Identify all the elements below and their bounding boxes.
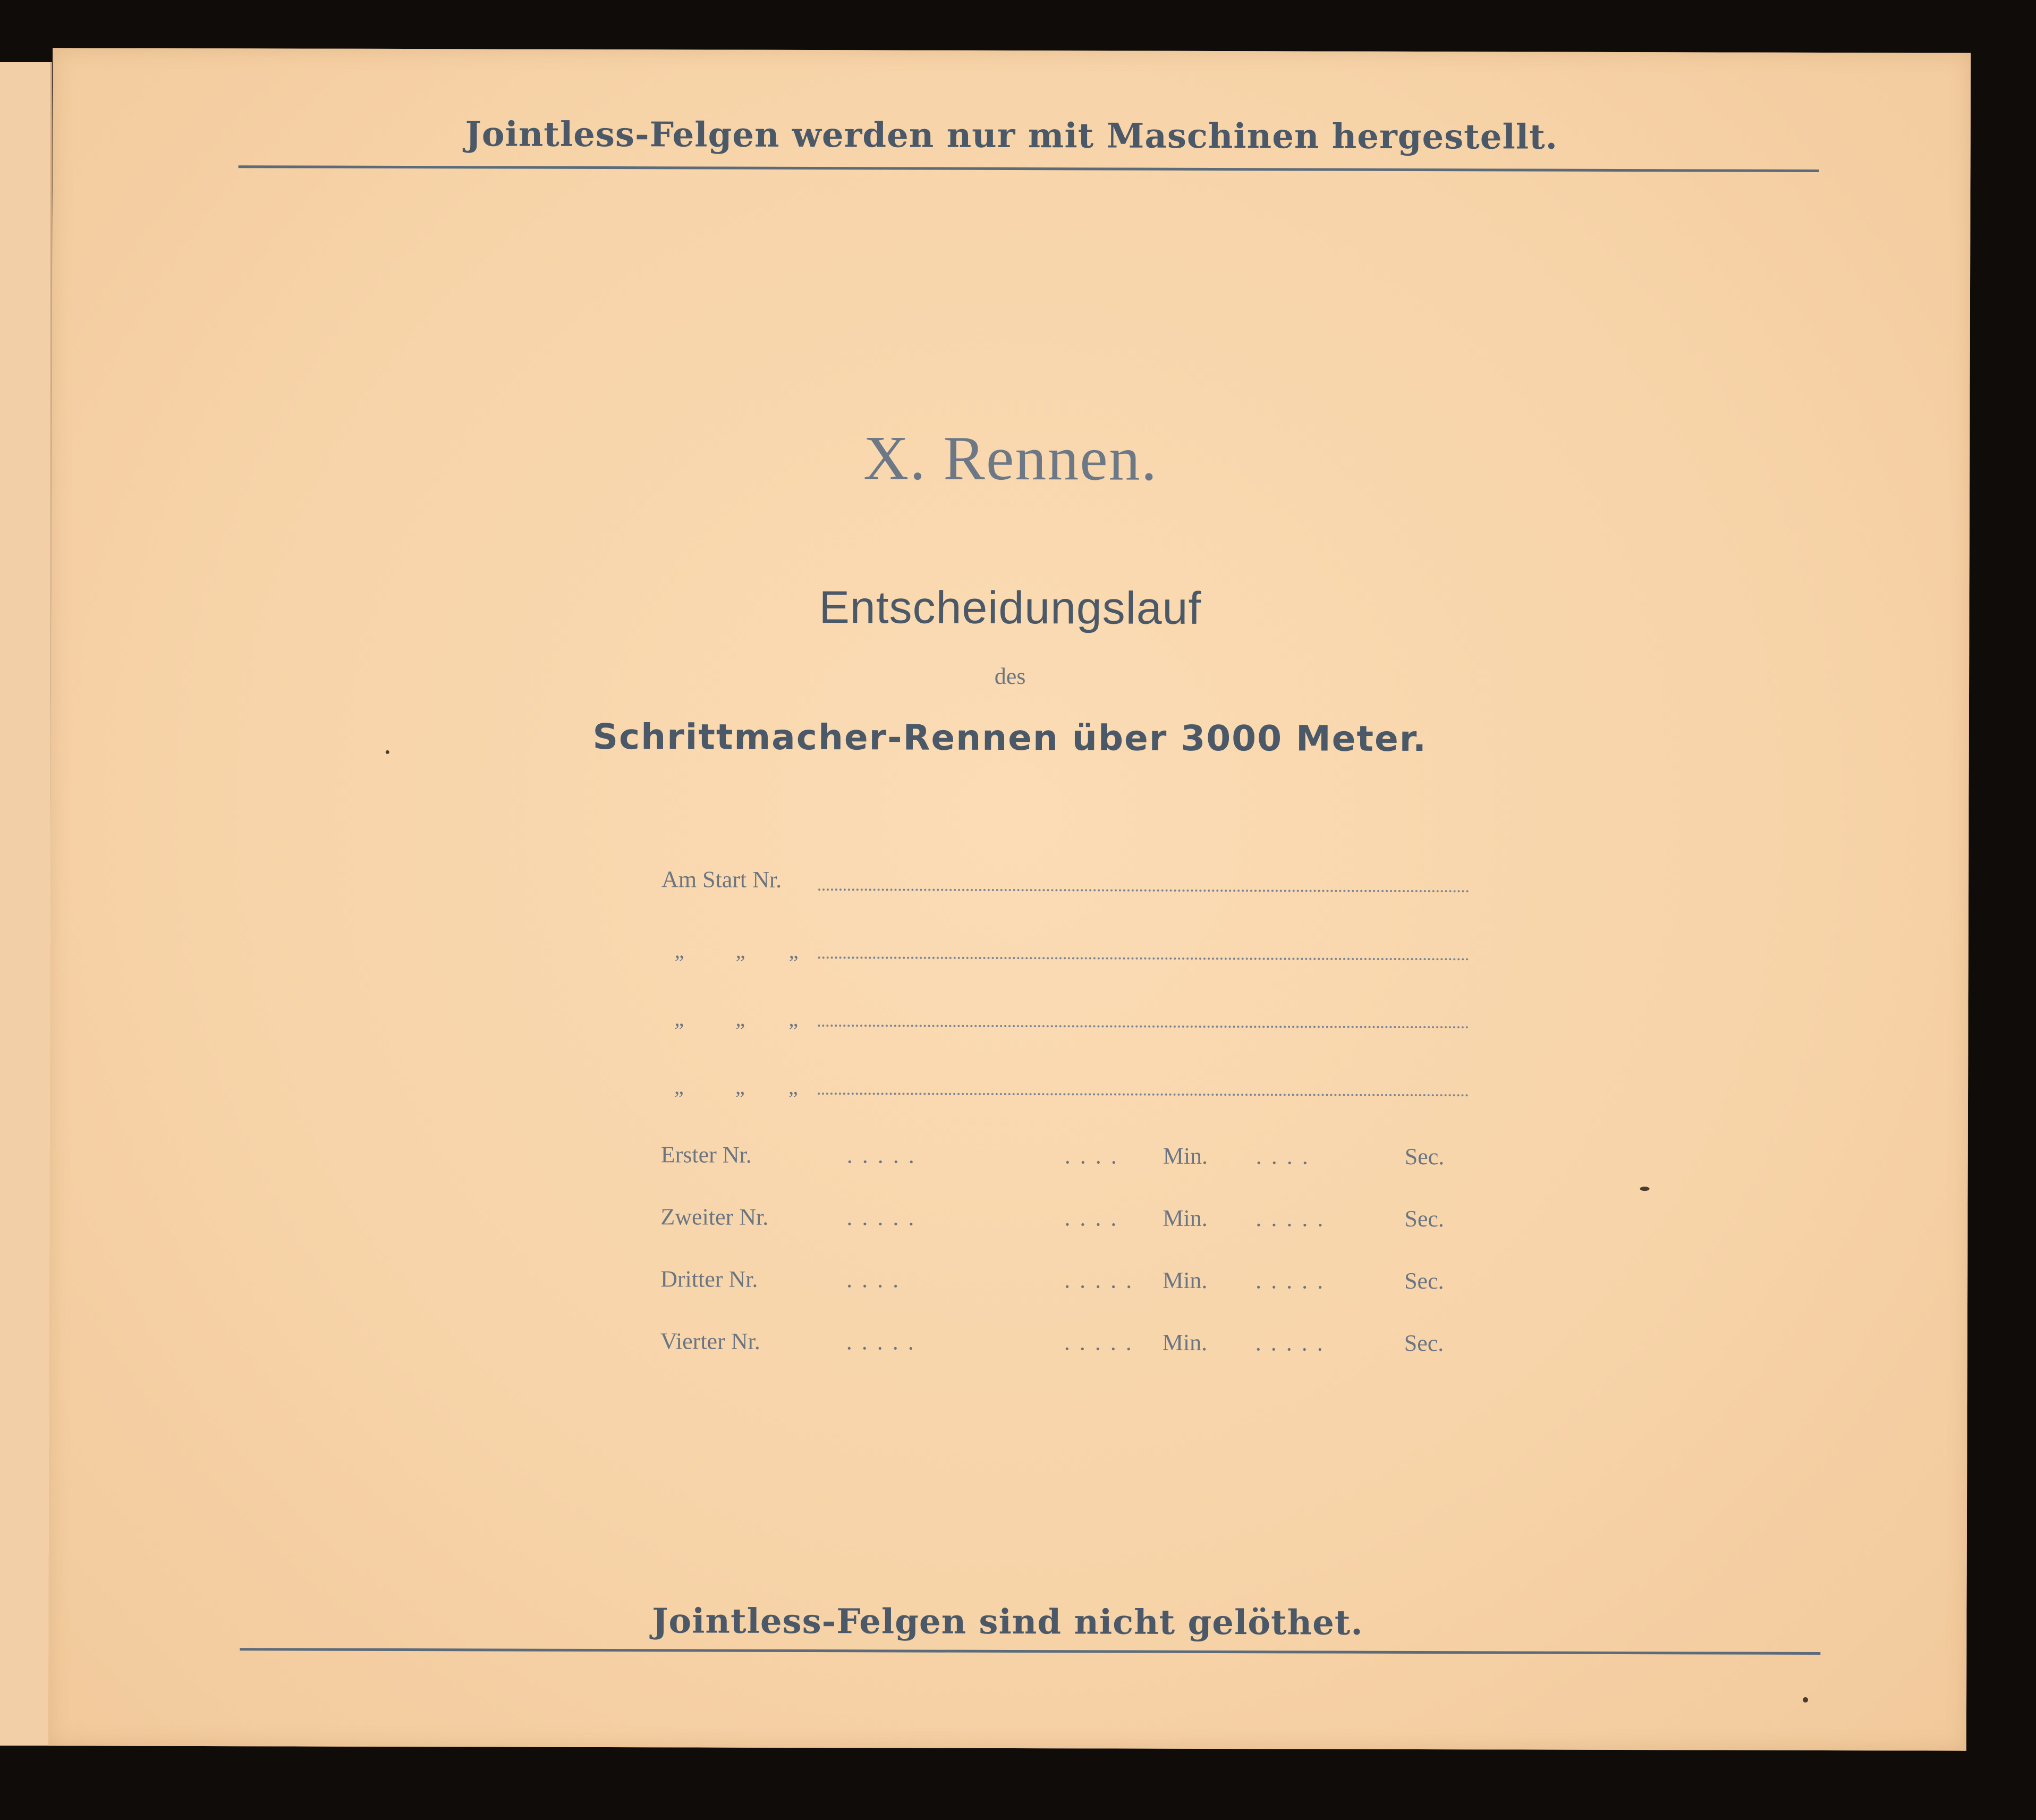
result-row-fourth [660, 1316, 1468, 1380]
footer-rule [240, 1648, 1820, 1655]
ditto-mark: „ [674, 1006, 684, 1031]
seconds-label: Sec. [1404, 1330, 1444, 1357]
seconds-label: Sec. [1404, 1143, 1445, 1170]
leader-dots: ..... [1064, 1267, 1142, 1293]
leader-dots: ..... [846, 1328, 923, 1355]
ditto-mark: „ [788, 1074, 798, 1099]
start-row-ditto [661, 1061, 1469, 1131]
facing-page-edge [0, 62, 52, 1746]
leader-dots: .... [1064, 1205, 1126, 1231]
seconds-label: Sec. [1404, 1267, 1444, 1294]
minutes-label: Min. [1163, 1205, 1208, 1231]
seconds-label: Sec. [1404, 1205, 1445, 1232]
leader-dots: .... [1064, 1142, 1126, 1169]
ditto-mark: „ [674, 1074, 684, 1099]
event-title: Schrittmacher-Rennen über 3000 Meter. [592, 716, 1428, 760]
leader-dots: ..... [1064, 1329, 1141, 1356]
place-label: Erster Nr. [660, 1141, 752, 1168]
start-row-ditto [661, 993, 1469, 1063]
header-rule [239, 165, 1819, 172]
ditto-mark: „ [735, 1006, 745, 1031]
ditto-mark: „ [735, 938, 745, 963]
header-slogan: Jointless-Felgen werden nur mit Maschinen hergestellt. [465, 114, 1558, 157]
start-entry-line [818, 1093, 1469, 1096]
ditto-mark: „ [788, 1006, 799, 1031]
result-row-second [660, 1191, 1468, 1256]
paper-speck [386, 750, 389, 754]
ditto-mark: „ [735, 1074, 745, 1099]
leader-dots: .... [1255, 1143, 1318, 1170]
result-row-first [661, 1129, 1469, 1193]
minutes-label: Min. [1163, 1142, 1208, 1169]
place-label: Dritter Nr. [660, 1266, 758, 1292]
paper-speck [1803, 1697, 1808, 1703]
race-title: X. Rennen. [863, 423, 1158, 494]
leader-dots: .... [846, 1266, 909, 1293]
result-row-third [660, 1254, 1468, 1318]
leader-dots: ..... [1255, 1267, 1333, 1294]
leader-dots: ..... [846, 1142, 924, 1169]
leader-dots: ..... [1255, 1205, 1333, 1232]
heat-title: Entscheidungslauf [819, 582, 1202, 634]
place-label: Zweiter Nr. [660, 1204, 769, 1230]
start-label: Am Start Nr. [661, 866, 782, 893]
program-page [48, 48, 1971, 1750]
leader-dots: ..... [1255, 1330, 1333, 1356]
start-entry-line [818, 956, 1469, 960]
start-entry-line [818, 1025, 1469, 1028]
minutes-label: Min. [1162, 1329, 1208, 1356]
leader-dots: ..... [846, 1204, 924, 1231]
results-form [660, 857, 1470, 1380]
footer-slogan: Jointless-Felgen sind nicht gelöthet. [652, 1601, 1363, 1643]
ditto-mark: „ [788, 938, 799, 963]
minutes-label: Min. [1163, 1267, 1208, 1293]
place-label: Vierter Nr. [660, 1328, 760, 1355]
paper-speck [1640, 1187, 1650, 1191]
start-row-ditto [661, 925, 1469, 995]
start-entry-line [818, 888, 1469, 892]
ditto-mark: „ [674, 938, 684, 963]
connector-text: des [994, 663, 1026, 690]
start-row [661, 857, 1469, 927]
